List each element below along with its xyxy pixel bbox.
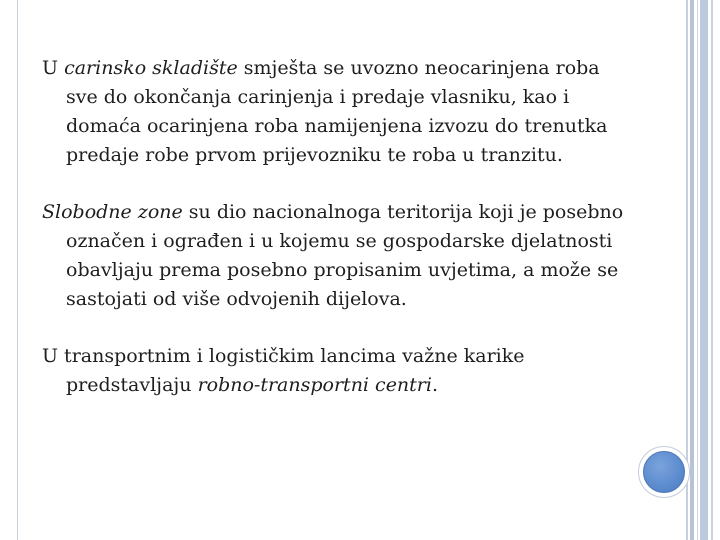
- paragraph-lead: U transportnim i logističkim lancima važne karike predstavljaju: [42, 345, 525, 396]
- paragraph-text: smješta se uvozno neocarinjena roba sve do okončanja carinjenja i predaje vlasniku, kao i domaća ocarinjena roba namijenjena izvozu do trenutka predaje robe prvom prijevozniku te roba u tranzitu.: [66, 57, 608, 166]
- decorative-circle-fill: [643, 451, 685, 493]
- paragraph-logistics-centers: [42, 342, 632, 400]
- paragraph-term: Slobodne zone: [42, 201, 183, 223]
- paragraph-term: robno-transportni centri: [197, 374, 432, 396]
- paragraph-text: su dio nacionalnoga teritorija koji je posebno označen i ograđen i u kojemu se gospodarske djelatnosti obavljaju prema posebno propisanim uvjetima, a može se sastojati od više odvojenih dijelova.: [66, 201, 624, 310]
- right-decor-stripe: [690, 0, 694, 540]
- paragraph-free-zones: [42, 198, 632, 314]
- slide-body: [42, 54, 632, 400]
- paragraph-term: carinsko skladište: [64, 57, 238, 79]
- right-decor-stripe: [711, 0, 713, 540]
- paragraph-text: .: [431, 374, 439, 396]
- paragraph-lead: U: [42, 57, 65, 79]
- right-decor-stripe: [697, 0, 698, 540]
- left-border-line: [17, 0, 18, 540]
- right-decor-stripe: [700, 0, 708, 540]
- paragraph-customs-warehouse: [42, 54, 632, 170]
